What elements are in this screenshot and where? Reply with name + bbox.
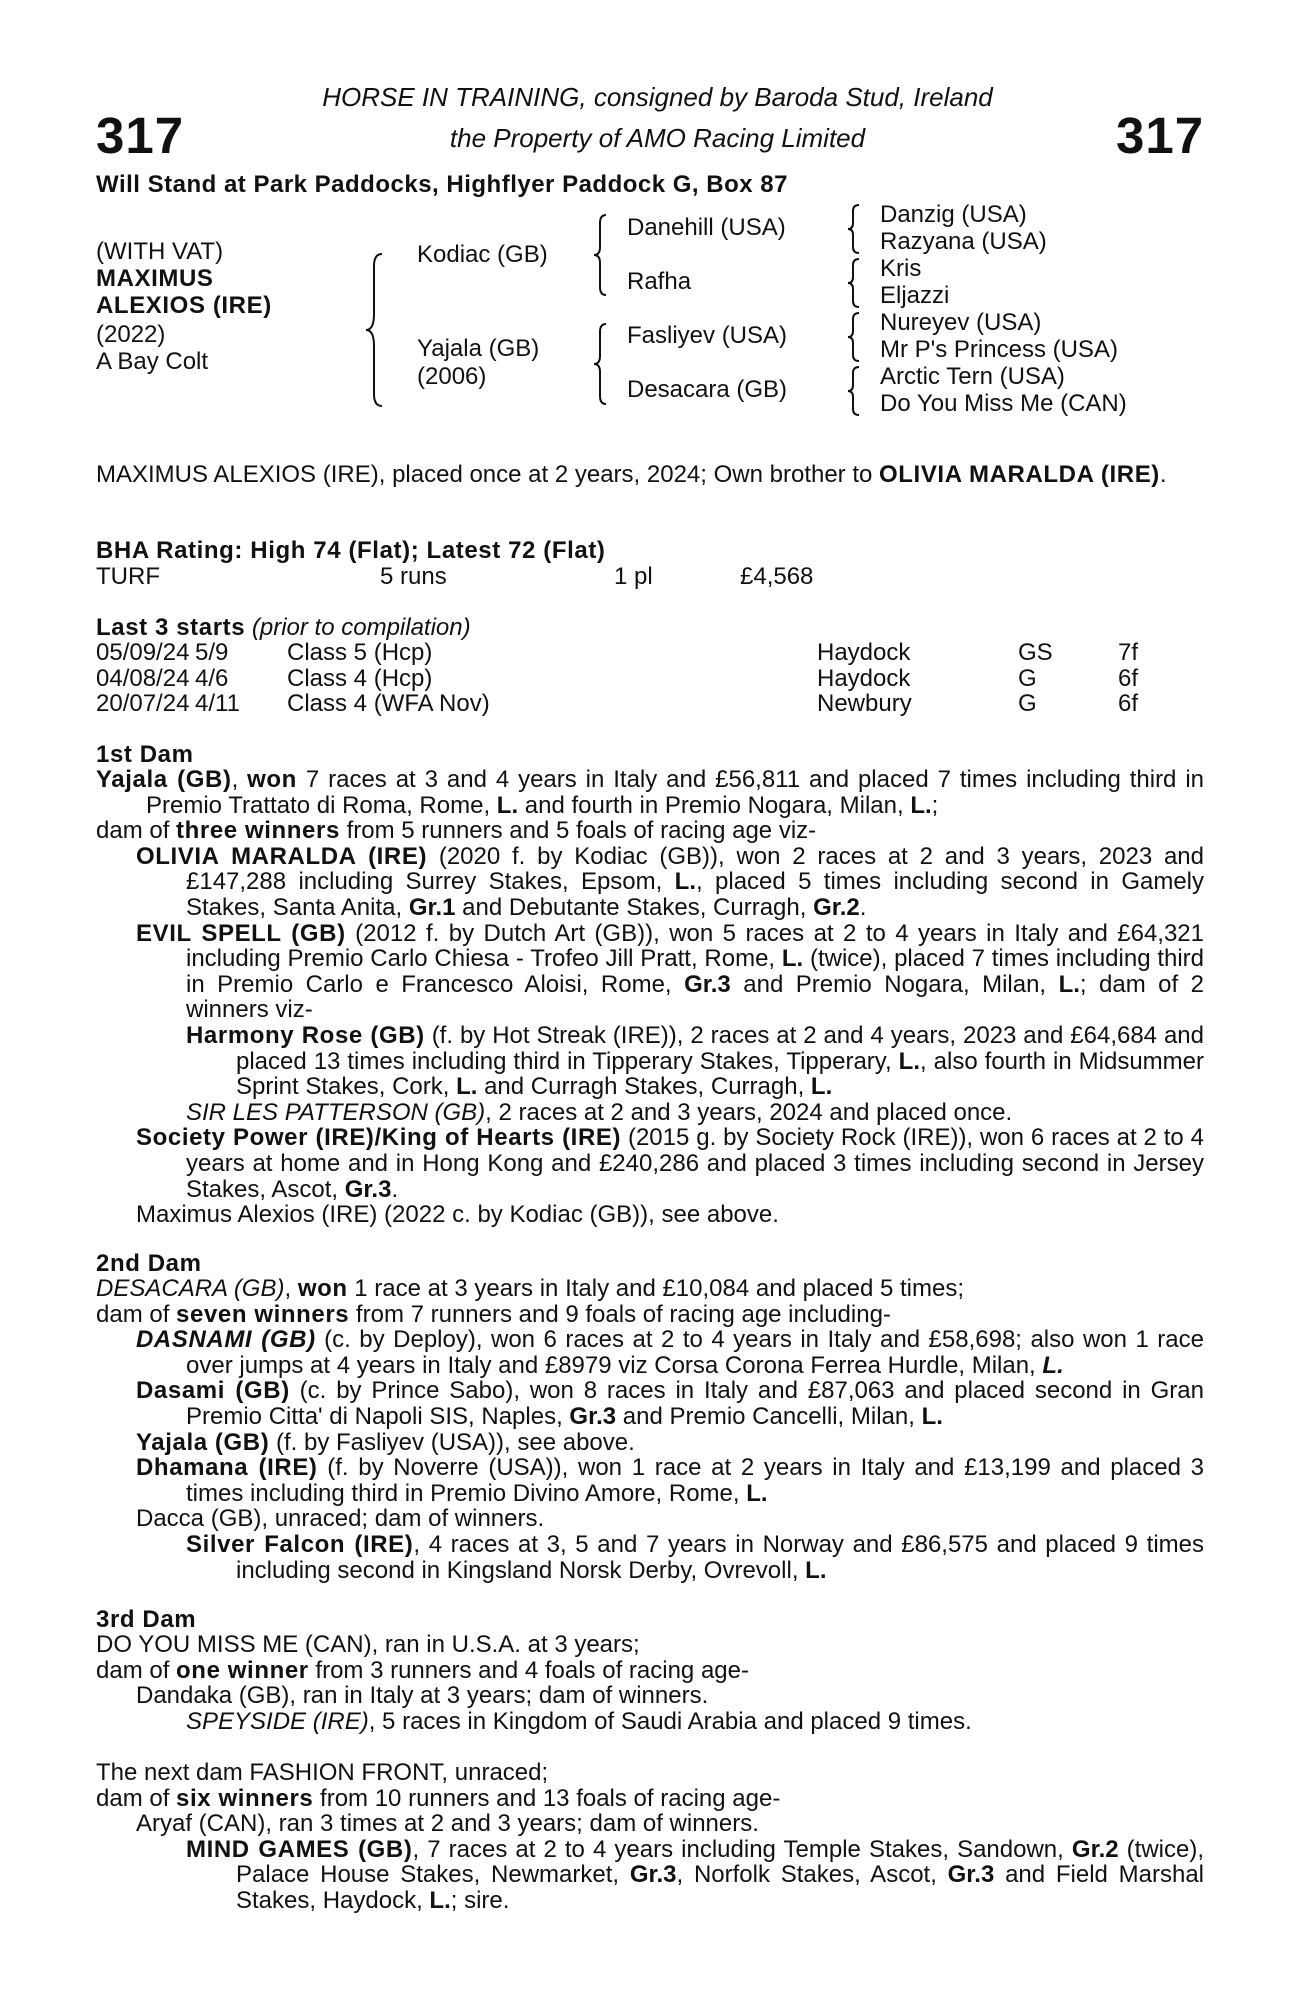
start-course: Newbury xyxy=(817,690,912,717)
vat-note: (WITH VAT) xyxy=(96,238,224,265)
text-run: ; xyxy=(931,791,939,819)
start-pos: 4/6 xyxy=(195,664,229,692)
summary-text: MAXIMUS ALEXIOS (IRE), placed once at 2 years, 2024; Own brother to xyxy=(96,461,880,488)
text-run: Aryaf (CAN), ran 3 times at 2 and 3 years; dam of winners. xyxy=(136,1810,759,1838)
foaling-year: (2022) xyxy=(96,321,166,348)
text-run: won xyxy=(247,766,297,793)
pedigree-brace-sd xyxy=(846,257,862,309)
start-going: GS xyxy=(1018,639,1053,666)
pedigree-brace-dam xyxy=(592,322,610,406)
text-run: , xyxy=(231,766,248,793)
dam-produce-summary xyxy=(96,1658,1204,1684)
lot-number-left: 317 xyxy=(96,107,185,164)
start-pos: 4/11 xyxy=(195,690,240,717)
pedigree-sss: Danzig (USA) xyxy=(880,201,1027,228)
text-run: SPEYSIDE (IRE) xyxy=(186,1707,369,1735)
text-run: dam of xyxy=(96,1784,177,1812)
produce-entry xyxy=(96,1327,1204,1378)
text-run: L. xyxy=(910,791,932,819)
last-starts-heading xyxy=(96,615,471,641)
produce-entry xyxy=(96,1811,1204,1837)
produce-entry xyxy=(96,1378,1204,1429)
text-run: dam of xyxy=(96,1300,177,1328)
text-run: and Debutante Stakes, Curragh, xyxy=(455,893,814,921)
text-run: and Premio Nogara, Milan, xyxy=(730,970,1059,998)
start-going: G xyxy=(1018,664,1037,692)
dam2-heading: 2nd Dam xyxy=(96,1250,202,1277)
start-date: 04/08/24 xyxy=(96,664,190,692)
start-going: G xyxy=(1018,690,1037,717)
text-run: (f. by Noverre (USA)), won 1 race at 2 years in Italy and £13,199 and placed 3 times including third in Premio Divino Amore, Rome, xyxy=(186,1454,1205,1507)
text-run: (2012 f. by Dutch Art (GB)), won 5 races at 2 to 4 years in Italy and £64,321 including Premio Carlo Chiesa - Trofeo Jill Pratt, Rome, xyxy=(186,919,1204,973)
text-run: six winners xyxy=(176,1784,314,1812)
pedigree-dam-sire: Fasliyev (USA) xyxy=(627,322,788,349)
dam2-section xyxy=(96,1276,1204,1583)
text-run: , 7 races at 2 to 4 years including Temple Stakes, Sandown, xyxy=(412,1835,1072,1863)
dam-performance xyxy=(96,1760,1204,1786)
rating-earnings: £4,568 xyxy=(740,563,814,590)
pedigree-dsd: Mr P's Princess (USA) xyxy=(880,336,1118,363)
text-run: EVIL SPELL (GB) xyxy=(136,919,346,947)
stand-location: Will Stand at Park Paddocks, Highflyer Paddock G, Box 87 xyxy=(96,171,788,198)
text-run: L. xyxy=(456,1073,478,1101)
text-run: Society Power (IRE)/King of Hearts (IRE) xyxy=(136,1124,622,1152)
consignor-line: HORSE IN TRAINING, consigned by Baroda Stud, Ireland xyxy=(322,82,993,112)
grandproduce-entry xyxy=(96,1100,1204,1126)
text-run: L. xyxy=(898,1047,920,1075)
pedigree-ddd: Do You Miss Me (CAN) xyxy=(880,390,1127,417)
text-run: 7 races at 3 and 4 years in Italy and £56,811 and placed 7 times including third in Premio Trattato di Roma, Rome, xyxy=(146,766,1204,819)
summary-sibling-link: OLIVIA MARALDA (IRE) xyxy=(879,461,1160,488)
text-run: (f. by Hot Streak (IRE)), 2 races at 2 and 4 years, 2023 and £64,684 and placed 13 times including third in Tipperary Stakes, Tipperary, xyxy=(236,1021,1204,1075)
start-course: Haydock xyxy=(817,664,911,692)
pedigree-dds: Arctic Tern (USA) xyxy=(880,363,1065,390)
horse-name-line2: ALEXIOS (IRE) xyxy=(96,292,272,319)
text-run: Gr.3 xyxy=(629,1861,677,1889)
start-course: Haydock xyxy=(817,639,911,666)
text-run: L. xyxy=(674,868,696,896)
text-run: (f. by Fasliyev (USA)), see above. xyxy=(269,1428,635,1456)
rating-surface: TURF xyxy=(96,563,160,590)
produce-entry xyxy=(96,1683,1204,1709)
text-run: Dhamana (IRE) xyxy=(136,1454,318,1482)
text-run: Dandaka (GB), ran in Italy at 3 years; dam of winners. xyxy=(136,1682,709,1710)
text-run: Gr.1 xyxy=(408,893,456,921)
start-race: Class 4 (WFA Nov) xyxy=(287,690,490,717)
text-run: dam of xyxy=(96,1656,177,1684)
text-run: L. xyxy=(805,1556,827,1584)
text-run: DO YOU MISS ME (CAN), ran in U.S.A. at 3 years; xyxy=(96,1631,640,1658)
text-run: L. xyxy=(1058,970,1080,998)
produce-entry xyxy=(96,1202,1204,1228)
text-run: Gr.3 xyxy=(684,970,731,998)
start-dist: 6f xyxy=(1118,664,1139,692)
text-run: . xyxy=(859,893,867,921)
produce-entry xyxy=(96,1506,1204,1532)
text-run: Yajala (GB) xyxy=(136,1428,270,1456)
pedigree-dam: Yajala (GB) xyxy=(417,335,540,362)
text-run: L. xyxy=(746,1479,768,1507)
text-run: Gr.3 xyxy=(344,1175,392,1203)
property-line: the Property of AMO Racing Limited xyxy=(449,123,866,153)
horse-name-line1: MAXIMUS xyxy=(96,265,214,292)
dam-produce-summary xyxy=(96,818,1204,844)
start-race: Class 4 (Hcp) xyxy=(287,664,433,692)
text-run: Dacca (GB), unraced; dam of winners. xyxy=(136,1505,545,1533)
text-run: won xyxy=(297,1275,348,1302)
text-run: L. xyxy=(496,791,519,819)
text-run: , 2 races at 2 and 3 years, 2024 and placed once. xyxy=(485,1098,1013,1126)
text-run: and Field Marshal Stakes, Haydock, xyxy=(236,1861,1204,1914)
dam3-section xyxy=(96,1632,1204,1734)
text-run: (c. by Deploy), won 6 races at 2 to 4 years in Italy and £58,698; also won 1 race over jumps at 4 years in Italy and £8979 viz Corsa Corona Ferrea Hurdle, Milan, xyxy=(186,1326,1204,1379)
text-run: one winner xyxy=(176,1656,309,1684)
text-run: Harmony Rose (GB) xyxy=(186,1021,425,1049)
pedigree-brace-sire xyxy=(592,213,610,297)
summary-paragraph xyxy=(96,462,1254,488)
text-run: Gr.3 xyxy=(569,1402,617,1430)
start-race: Class 5 (Hcp) xyxy=(287,639,433,666)
text-run: seven winners xyxy=(176,1300,350,1328)
text-run: ; dam of 2 winners viz- xyxy=(186,970,1204,1024)
text-run: three winners xyxy=(176,817,340,845)
text-run: ; sire. xyxy=(450,1886,510,1914)
text-run: from 3 runners and 4 foals of racing age- xyxy=(308,1656,749,1684)
text-run: MIND GAMES (GB) xyxy=(186,1835,413,1863)
pedigree-sire: Kodiac (GB) xyxy=(417,241,548,268)
text-run: and Curragh Stakes, Curragh, xyxy=(477,1073,811,1101)
text-run: (2020 f. by Kodiac (GB)), won 2 races at 2 and 3 years, 2023 and £147,288 including Surrey Stakes, Epsom, xyxy=(186,842,1204,896)
produce-entry xyxy=(96,844,1204,921)
dam3-heading: 3rd Dam xyxy=(96,1606,197,1633)
dam-produce-summary xyxy=(96,1786,1204,1812)
text-run: DESACARA (GB) xyxy=(96,1275,285,1302)
text-run: 1 race at 3 years in Italy and £10,084 and placed 5 times; xyxy=(347,1275,965,1302)
bha-rating-title: BHA Rating: High 74 (Flat); Latest 72 (Flat) xyxy=(96,537,606,564)
pedigree-sire-sire: Danehill (USA) xyxy=(627,214,786,241)
text-run: L. xyxy=(429,1886,451,1914)
grandproduce-entry xyxy=(96,1709,1204,1735)
text-run: L. xyxy=(781,945,804,973)
text-run: (twice), placed 7 times including third in Premio Carlo e Francesco Aloisi, Rome, xyxy=(186,945,1205,998)
text-run: L. xyxy=(1042,1351,1064,1379)
text-run: from 7 runners and 9 foals of racing age including- xyxy=(349,1300,891,1328)
text-run: from 5 runners and 5 foals of racing age viz- xyxy=(339,817,817,845)
text-run: DASNAMI (GB) xyxy=(136,1326,316,1354)
grandproduce-entry xyxy=(96,1023,1204,1100)
dam-performance xyxy=(96,1632,1204,1658)
dam1-section xyxy=(96,767,1204,1228)
text-run: Gr.2 xyxy=(1071,1835,1119,1863)
start-date: 05/09/24 xyxy=(96,639,190,666)
text-run: and fourth in Premio Nogara, Milan, xyxy=(518,791,911,819)
text-run: OLIVIA MARALDA (IRE) xyxy=(136,842,428,870)
produce-entry xyxy=(96,1455,1204,1506)
grandproduce-entry xyxy=(96,1837,1204,1914)
text-run: Gr.3 xyxy=(947,1861,995,1889)
pedigree-dam-dam: Desacara (GB) xyxy=(627,376,788,403)
pedigree-brace-ss xyxy=(846,203,862,255)
text-run: (2015 g. by Society Rock (IRE)), won 6 races at 2 to 4 years at home and in Hong Kong and £240,286 and placed 3 times including second in Jersey Stakes, Ascot, xyxy=(186,1124,1204,1203)
start-date: 20/07/24 xyxy=(96,690,190,717)
pedigree-brace-main xyxy=(364,252,388,408)
text-run: , placed 5 times including second in Gamely Stakes, Santa Anita, xyxy=(186,868,1205,921)
text-run: Silver Falcon (IRE) xyxy=(186,1530,414,1558)
pedigree-brace-ds xyxy=(846,311,862,363)
pedigree-sdd: Eljazzi xyxy=(880,282,950,309)
dam1-heading: 1st Dam xyxy=(96,741,194,768)
dam-performance xyxy=(96,1276,1204,1302)
text-run: , also fourth in Midsummer Sprint Stakes, Cork, xyxy=(236,1047,1204,1101)
summary-end: . xyxy=(1159,461,1167,488)
produce-entry xyxy=(96,921,1204,1023)
pedigree-sire-dam: Rafha xyxy=(627,268,692,295)
dam-produce-summary xyxy=(96,1302,1204,1328)
dam-performance xyxy=(96,767,1204,818)
text-run: (c. by Prince Sabo), won 8 races in Italy and £87,063 and placed second in Gran Premio Citta' di Napoli SIS, Naples, xyxy=(186,1377,1204,1430)
pedigree-dss: Nureyev (USA) xyxy=(880,309,1042,336)
pedigree-dam-year: (2006) xyxy=(417,363,487,390)
text-run: dam of xyxy=(96,817,177,845)
start-pos: 5/9 xyxy=(195,639,229,666)
text-run: Gr.2 xyxy=(813,893,860,921)
last-starts-note: (prior to compilation) xyxy=(251,614,471,641)
text-run: Dasami (GB) xyxy=(136,1377,290,1405)
text-run: Yajala (GB) xyxy=(96,766,232,793)
text-run: , 4 races at 3, 5 and 7 years in Norway and £86,575 and placed 9 times including second in Kingsland Norsk Derby, Ovrevoll, xyxy=(236,1530,1204,1584)
rating-placed: 1 pl xyxy=(614,563,653,590)
lot-number-right: 317 xyxy=(1116,107,1205,164)
pedigree-brace-dd xyxy=(846,365,862,417)
grandproduce-entry xyxy=(96,1532,1204,1583)
text-run: SIR LES PATTERSON (GB) xyxy=(186,1098,486,1126)
text-run: Maximus Alexios (IRE) (2022 c. by Kodiac (GB)), see above. xyxy=(136,1201,779,1229)
produce-entry xyxy=(96,1430,1204,1456)
text-run: , Norfolk Stakes, Ascot, xyxy=(676,1861,948,1889)
text-run: from 10 runners and 13 foals of racing age- xyxy=(313,1784,781,1812)
horse-description: A Bay Colt xyxy=(96,348,209,375)
text-run: , xyxy=(284,1275,298,1302)
rating-runs: 5 runs xyxy=(380,563,447,590)
text-run: L. xyxy=(810,1073,833,1101)
text-run: The next dam FASHION FRONT, unraced; xyxy=(96,1759,549,1786)
text-run: . xyxy=(391,1175,399,1203)
text-run: L. xyxy=(921,1402,943,1430)
text-run: , 5 races in Kingdom of Saudi Arabia and placed 9 times. xyxy=(368,1707,972,1735)
start-dist: 7f xyxy=(1118,639,1139,666)
pedigree-ssd: Razyana (USA) xyxy=(880,228,1047,255)
pedigree-sds: Kris xyxy=(880,255,922,282)
start-dist: 6f xyxy=(1118,690,1139,717)
produce-entry xyxy=(96,1125,1204,1202)
text-run: (twice), Palace House Stakes, Newmarket, xyxy=(236,1835,1205,1889)
dam4-section xyxy=(96,1760,1204,1914)
text-run: and Premio Cancelli, Milan, xyxy=(616,1402,922,1430)
last-starts-title: Last 3 starts xyxy=(96,614,246,641)
